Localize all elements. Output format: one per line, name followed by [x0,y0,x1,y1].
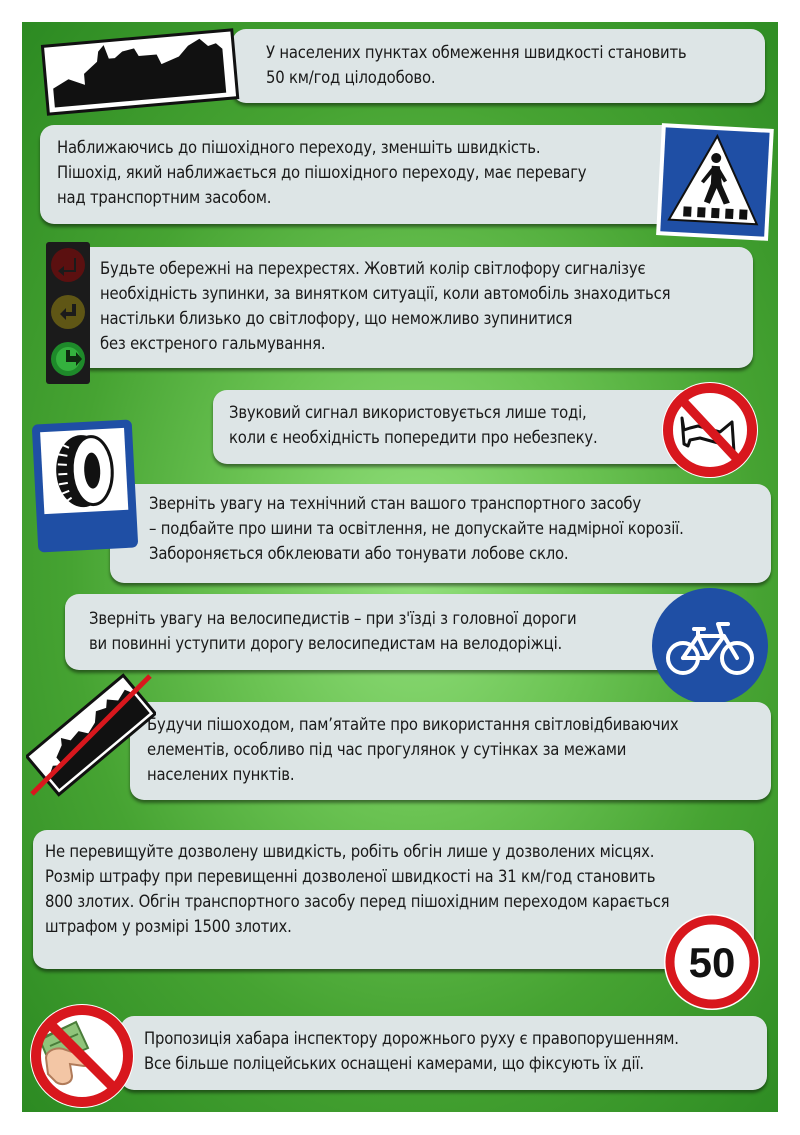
text-line: – подбайте про шини та освітлення, не допускайте надмірної корозії. [149,519,684,538]
info-box-pedestrian-crossing [40,125,697,224]
text-line: У населених пунктах обмеження швидкості становить [266,43,687,62]
info-box-reflective-elements [130,702,771,800]
text-line: без екстреного гальмування. [100,334,326,353]
text-line: Все більше поліцейських оснащені камерами, що фіксують їх дії. [144,1054,644,1073]
text-line: 800 злотих. Обгін транспортного засобу перед пішохідним переходом карається [45,892,670,911]
text-line: над транспортним засобом. [57,188,272,207]
text-line: населених пунктів. [147,765,295,784]
text-line: 50 км/год цілодобово. [266,68,436,87]
text-line: Наближаючись до пішохідного переходу, зменшіть швидкість. [57,138,541,157]
text-line: Звуковий сигнал використовується лише тоді, [229,403,587,422]
speed-limit-50-sign-icon [662,912,762,1012]
text-line: Пішохід, який наближається до пішохідного переходу, має перевагу [57,163,587,182]
pedestrian-crossing-sign-icon [655,120,775,242]
no-horn-sign-icon [658,378,762,482]
info-box-vehicle-condition [110,484,771,583]
info-box-speeding-fines [33,830,754,969]
info-box-speed-limit-settlements [232,29,765,103]
text-line: необхідність зупинки, за винятком ситуації, коли автомобіль знаходиться [100,284,671,303]
text-line: Розмір штрафу при перевищенні дозволеної швидкості на 31 км/год становить [45,867,656,886]
info-box-bribery [120,1016,767,1090]
text-line: настільки близько до світлофору, що неможливо зупинитися [100,309,573,328]
text-line: елементів, особливо під час прогулянок у сутінках за межами [147,740,627,759]
info-box-horn [213,390,699,464]
bicycle-path-sign-icon [650,586,770,706]
text-line: Зверніть увагу на технічний стан вашого транспортного засобу [149,494,641,513]
speed-limit-value: 50 [688,939,736,986]
text-line: ви повинні уступити дорогу велосипедистам на велодоріжці. [89,634,563,653]
tire-service-sign-icon [31,418,139,554]
text-line: Зверніть увагу на велосипедистів – при з'їзді з головної дороги [89,609,577,628]
end-of-settlement-sign-icon [26,670,156,800]
text-line: Забороняється обклеювати або тонувати лобове скло. [149,544,569,563]
text-line: коли є необхідність попередити про небезпеку. [229,428,598,447]
text-line: штрафом у розмірі 1500 злотих. [45,917,292,936]
text-line: Пропозиція хабара інспектору дорожнього руху є правопорушенням. [144,1029,679,1048]
no-bribe-sign-icon [26,1000,138,1112]
road-safety-poster [22,22,778,1112]
info-box-intersections [76,247,753,368]
traffic-light-icon [44,240,92,386]
text-line: Будучи пішоходом, пам’ятайте про використання світловідбиваючих [147,715,679,734]
settlement-sign-icon [40,26,240,116]
info-box-cyclists [65,594,721,670]
text-line: Не перевищуйте дозволену швидкість, робіть обгін лише у дозволених місцях. [45,842,655,861]
text-line: Будьте обережні на перехрестях. Жовтий колір світлофору сигналізує [100,259,646,278]
